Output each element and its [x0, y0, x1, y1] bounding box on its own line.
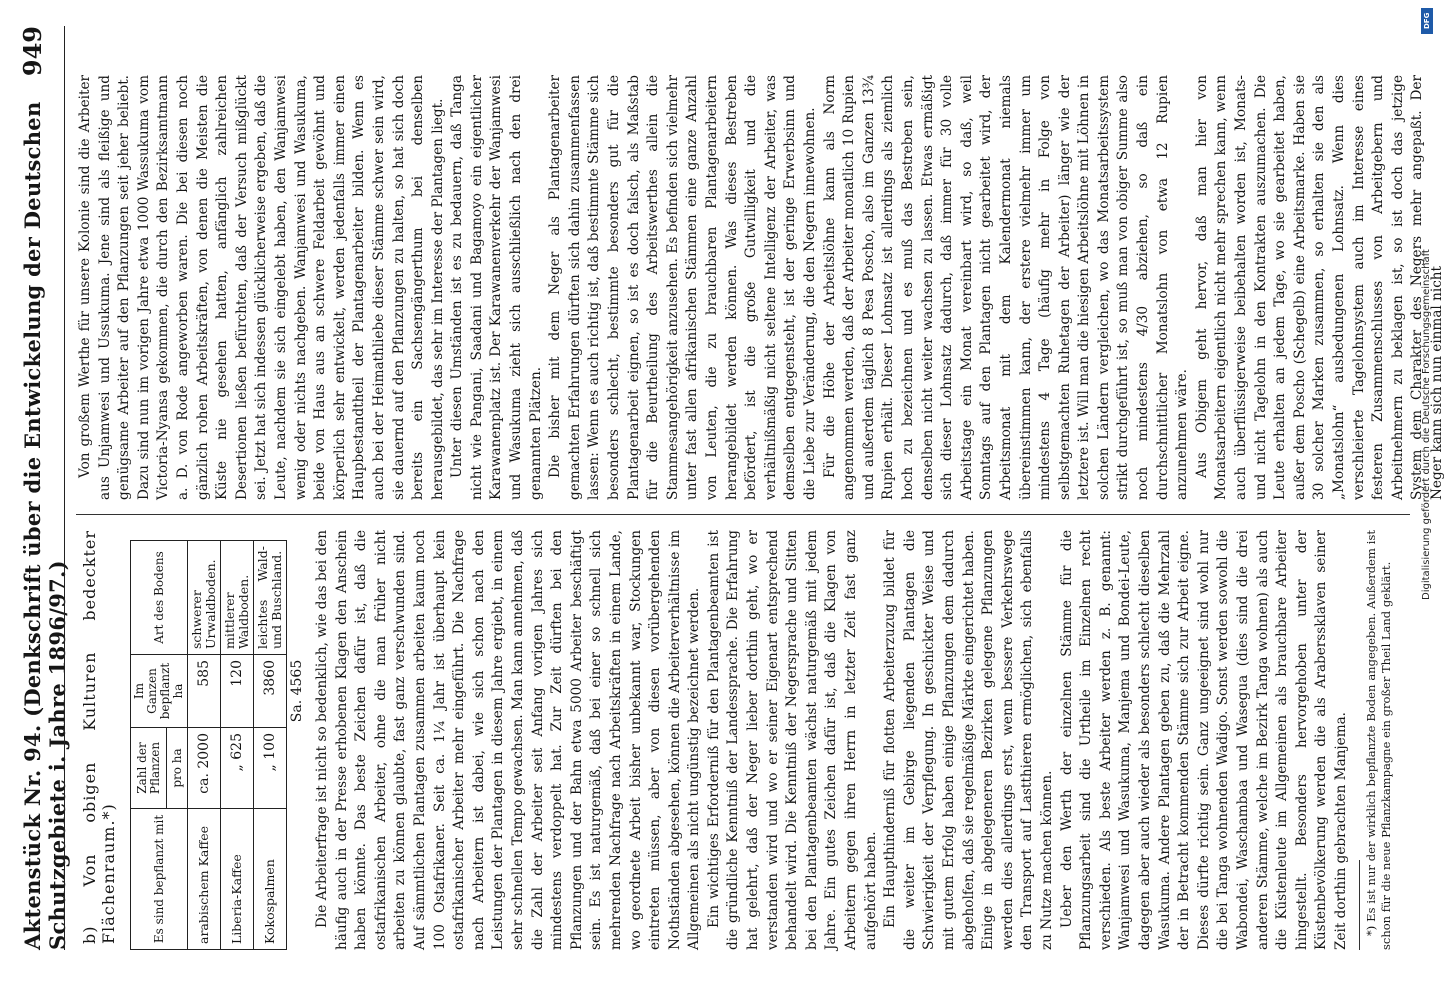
soil-cell: mittlerer Waldboden.	[221, 541, 254, 655]
digitization-note: Digitalisierung gefördert durch die Deutsche Forschungsgemeinschaft	[1421, 249, 1432, 600]
area-cell: 3860	[254, 655, 287, 728]
page-title: Aktenstück Nr. 94. (Denkschrift über die Entwickelung der Deutschen Schutzgebiete i. Jahre 1896/97.)	[20, 101, 70, 950]
paragraph: Von großem Werthe für unsere Kolonie sind die Arbeiter aus Unjamwesi und Ussukuma. Jene sind als fleißige und genügsame Arbeiter auf den Pflanzungen seit jeher beliebt. Dazu sind nun im vorigen Jahre etwa 1000 Wassukuma vom Victoria-Nyansa gekommen, die durch den Bezirksamtmann a. D. von Rode angeworben waren. Die bei diesen noch gänzlich rohen Arbeitskräften, von denen die Meisten die Küste nie gesehen hatten, anfänglich zahlreichen Desertionen ließen befürchten, daß der Versuch mißglückt sei. Jetzt hat sich indessen glücklicherweise ergeben, daß die Leute, nachdem sie sich eingelebt haben, den Wanjamwesi wenig oder nichts nachgeben. Wanjamwesi und Wasukuma, beide von Haus aus an schwere Feldarbeit gewöhnt und körperlich sehr entwickelt, werden jedenfalls immer einen Haupbestandtheil der Plantagenarbeiter bilden. Wenn es auch bei der Heimathliebe dieser Stämme schwer sein wird, sie dauernd auf den Pflanzungen zu halten, so hat sich doch bereits ein Sachsengängerthum bei denselben herausgebildet, das sehr im Interesse der Plantagen liegt.	[77, 75, 446, 500]
left-column	[76, 530, 1410, 950]
dfg-logo: DFG	[1421, 8, 1433, 34]
table-row	[221, 541, 254, 950]
footnote: *) Es ist nur der wirklich bepflanzte Boden angegeben. Außerdem ist schon für die neue Pflanzkampagne ein großer Theil Land geklärt.	[1364, 530, 1394, 950]
crop-cell: arabischem Kaffee	[188, 809, 221, 950]
total-cell: Sa. 4565	[289, 659, 305, 723]
table-header-area: Im Ganzen bepflanzt ha	[131, 655, 188, 728]
section-title: Von obigen Kulturen bedeckter Flächenraum.*)	[80, 530, 118, 944]
paragraph: Für die Höhe der Arbeitslöhne kann als Norm angenommen werden, daß der Arbeiter monatlich 10 Rupien und außerdem täglich 8 Pesa Poscho, also im Ganzen 13¾ Rupien erhält. Dieser Lohnsatz ist allerdings als ziemlich hoch zu bezeichnen und es muß das Bestreben sein, denselben nicht weiter wachsen zu lassen. Etwas ermäßigt sich dieser Lohnsatz dadurch, daß immer für 30 volle Arbeitstage ein Monat vereinbart wird, so daß, weil Sonntags auf den Plantagen nicht gearbeitet wird, der Arbeitsmonat mit dem Kalendermonat niemals übereinstimmen kann, der erstere vielmehr immer um mindestens 4 Tage (häufig mehr in Folge von selbstgemachten Ruhetagen der Arbeiter) länger wie der letztere ist. Will man die hiesigen Arbeitslöhne mit Löhnen in solchen Ländern vergleichen, wo das Monatsarbeitssystem strikt durchgeführt ist, so muß man von obiger Summe also noch mindestens 4/30 abziehen, so daß ein durchschnittlicher Monatslohn von etwa 12 Rupien anzunehmen wäre.	[821, 75, 1191, 500]
soil-cell: leichtes Wald- und Buschland.	[254, 541, 287, 655]
page-number: 949	[18, 26, 47, 77]
table-row	[188, 541, 221, 950]
paragraph: Die Arbeiterfrage ist nicht so bedenklich, wie das bei den häufig auch in der Presse erhobenen Klagen den Anschein haben könnte. Das beste Zeichen dafür ist, daß die ostafrikanischen Arbeiter, ohne die man früher nicht arbeiten zu können glaubte, fast ganz verschwunden sind. Auf sämmtlichen Plantagen zusammen arbeiten kaum noch 100 Ostafrikaner. Seit ca. 1¼ Jahr ist überhaupt kein ostafrikanischer Arbeiter mehr eingeführt. Die Nachfrage nach Arbeitern ist dabei, wie sich schon nach den Leistungen der Plantagen in diesem Jahre ergiebt, in einem sehr schnellen Tempo gewachsen. Man kann annehmen, daß die Zahl der Arbeiter seit Anfang vorigen Jahres sich mindestens verdoppelt hat. Zur Zeit dürften bei den Pflanzungen und der Bahn etwa 5000 Arbeiter beschäftigt sein. Es ist naturgemäß, daß bei einer so schnell sich mehrenden Nachfrage nach Arbeitskräften in einem Lande, wo geordnete Arbeit bisher unbekannt war, Stockungen eintreten müssen, aber von diesen vorübergehenden Nothständen abgesehen, können die Arbeiterverhältnisse im Allgemeinen als nicht ungünstig bezeichnet werden.	[314, 530, 703, 950]
table-header-soil: Art des Bodens	[131, 541, 188, 655]
section-heading	[80, 530, 118, 944]
table-total-row	[287, 541, 308, 950]
header-rule	[64, 26, 65, 950]
paragraph: Ein Haupthinderniß für flotten Arbeiterzuzug bildet für die weiter im Gebirge liegenden Plantagen die Schwierigkeit der Verpflegung. In geschickter Weise und mit gutem Erfolg haben einige Pflanzungen dem dadurch abgeholfen, daß sie regelmäßige Märkte eingerichtet haben. Einige in abgelegeneren Bezirken gelegene Pflanzungen werden dies allerdings erst, wenn bessere Verkehrswege den Transport auf Lastthieren ermöglichen, sich ebenfalls zu Nutze machen können.	[882, 529, 1055, 950]
crop-cell: Kokospalmen	[254, 809, 287, 950]
plants-cell: ca. 2000	[188, 728, 221, 809]
column-divider	[76, 514, 1410, 515]
table-header-plants: Zahl der Pflanzen	[131, 728, 167, 809]
crop-area-table	[130, 540, 307, 950]
paragraph: Unter diesen Umständen ist es zu bedauern, daß Tanga nicht wie Pangani, Saadani und Bagamoyo ein eigentlicher Karawanenplatz ist. Der Karawanenverkehr der Wanjamwesi und Wasukuma zieht sich ausschließlich nach den drei genannten Plätzen.	[449, 75, 544, 500]
table-row	[254, 541, 287, 950]
table-header-per-ha: pro ha	[167, 728, 188, 809]
area-cell: 120	[221, 655, 254, 728]
page-header	[10, 26, 70, 950]
plants-cell: „ 100	[254, 728, 287, 809]
section-letter: b)	[80, 925, 99, 944]
table-header-row	[131, 541, 167, 950]
area-cell: 585	[188, 655, 221, 728]
soil-cell: schwerer Urwaldboden.	[188, 541, 221, 655]
paragraph: Ein wichtiges Erforderniß für den Plantagenbeamten ist die gründliche Kenntniß der Landessprache. Die Erfahrung hat gelehrt, daß der Neger lieber dorthin geht, wo er verstanden wird und wo er seiner Eigenart entsprechend behandelt wird. Die Kenntniß der Negersprache und Sitten bei den Plantagenbeamten wächst naturgemäß mit jedem Jahre. Ein gutes Zeichen dafür ist, daß die Klagen von Arbeitern gegen ihren Herrn in letzter Zeit fast ganz aufgehört haben.	[705, 530, 879, 950]
crop-cell: Liberia-Kaffee	[221, 809, 254, 950]
table-header-crop: Es sind bepflanzt mit	[131, 809, 188, 950]
plants-cell: „ 625	[221, 728, 254, 809]
paragraph: Aus Obigem geht hervor, daß man hier von Monatsarbeitern eigentlich nicht mehr sprechen kann, wenn auch überflüssigerweise beibehalten worden ist, Monats- und nicht Tagelohn in den Kontrakten auszumachen. Die Leute erhalten an jedem Tage, wo sie gearbeitet haben, außer dem Poscho (Schegelb) eine Arbeitsmarke. Haben sie 30 solcher Marken zusammen, so erhalten sie den als „Monatslohn“ ausbedungenen Lohnsatz. Wenn dies verschleierte Tagelohnsystem auch im Interesse eines festeren Zusammenschlusses von Arbeitgebern und Arbeitnehmern zu beklagen ist, so ist doch das jetzige System dem Charakter des Negers mehr angepaßt. Der Neger kann sich nun einmal nicht	[1193, 75, 1445, 500]
footnote-rule	[1359, 860, 1360, 950]
paragraph: Die bisher mit dem Neger als Plantagenarbeiter gemachten Erfahrungen dürften sich dahin zusammenfassen lassen: Wenn es auch richtig ist, daß bestimmte Stämme sich besonders schlecht, bestimmte besonders gut für die Plantagenarbeit eignen, so ist es doch falsch, als Maßstab für die Beurtheilung des Arbeitswerthes allein die Stammesangehörigkeit anzusehen. Es befinden sich vielmehr unter fast allen afrikanischen Stämmen eine ganze Anzahl von Leuten, die zu brauchbaren Plantagenarbeitern herangebildet werden können. Was dieses Bestreben befördert, ist die große Gutwilligkeit und die verhältnißmäßig nicht seltene Intelligenz der Arbeiter, was demselben entgegensteht, ist der geringe Erwerbsinn und die Liebe zur Veränderung, die den Negern innewohnen.	[547, 75, 818, 500]
paragraph: Ueber den Werth der einzelnen Stämme für die Pflanzungsarbeit sind die Urtheile im Einzelnen recht verschieden. Als beste Arbeiter werden z. B. genannt: Wanjamwesi und Wasukuma, Manjema und Bondei-Leute, dagegen aber auch wieder als besonders schlecht dieselben Wasukuma. Andere Plantagen geben zu, daß die Mehrzahl der in Betracht kommenden Stämme sich zur Arbeit eigne. Dieses dürfte richtig sein. Ganz ungeeignet sind wohl nur die bei Tanga wohnenden Wadigo. Sonst werden sowohl die Wabondei, Waschambaa und Wasegua (dies sind die drei anderen Stämme, welche im Bezirk Tanga wohnen) als auch die Küstenleute im Allgemeinen als brauchbare Arbeiter hingestellt. Besonders hervorgehoben unter der Küstenbevölkerung werden die als Araberssklaven seiner Zeit dorthin gebrachten Manjema.	[1058, 530, 1349, 950]
